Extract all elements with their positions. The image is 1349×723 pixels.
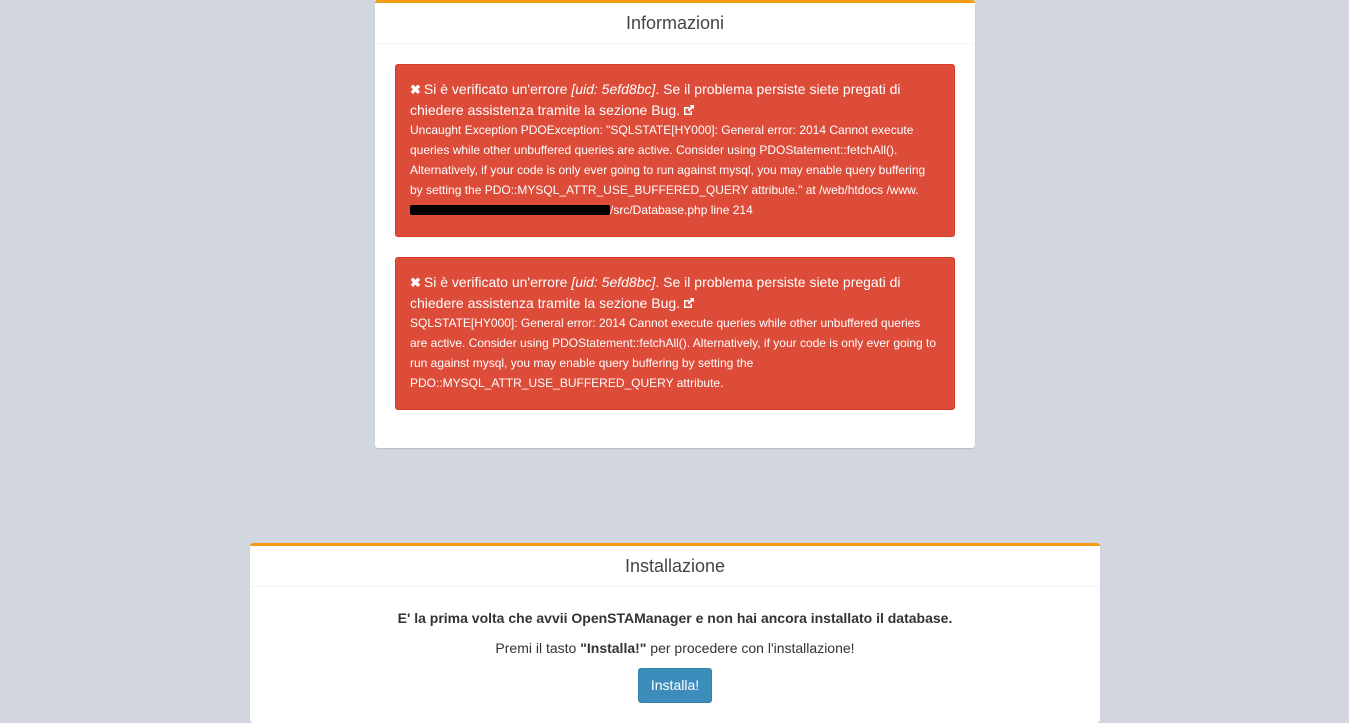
error-suffix: . Se il problema persiste siete pregati di chiedere assistenza tramite la sezione Bug. [410,274,901,311]
error-alert [395,64,955,237]
error-prefix: Si è verificato un'errore [423,274,572,290]
install-lead-text: E' la prima volta che avvii OpenSTAManager e non hai ancora installato il database. [397,610,953,626]
error-suffix: . Se il problema persiste siete pregati di chiedere assistenza tramite la sezione Bug. [410,81,901,118]
error-alert-detail [410,120,940,220]
error-detail-text: Uncaught Exception PDOException: "SQLSTATE[HY000]: General error: 2014 Cannot execute queries while other unbuffered queries are active. Consider using PDOStatement::fetchAll(). Alternatively, if your code is only ever going to run against mysql, you may enable query buffering by setting the PDO::MYSQL_ATTR_USE_BUFFERED_QUERY attribute." at /web/htdocs /www. [410,123,926,197]
error-prefix: Si è verificato un'errore [423,81,572,97]
install-box-body [250,587,1100,703]
install-box-header [250,546,1100,587]
hint-bold: "Installa!" [580,640,647,656]
error-alert [395,257,955,410]
error-alert-message [410,272,940,313]
info-box [375,0,975,448]
install-box [250,543,1100,723]
times-icon: ✖ [410,275,421,290]
info-box-body [375,44,975,450]
install-button[interactable]: Installa! [638,668,712,703]
external-link-icon[interactable] [683,297,695,309]
hint-after: per procedere con l'installazione! [646,640,855,656]
times-icon: ✖ [410,82,421,97]
error-uid: [uid: 5efd8bc] [571,81,656,97]
error-alert-message [410,79,940,120]
hint-before: Premi il tasto [495,640,581,656]
install-box-title: Installazione [624,555,726,576]
error-alert-detail: SQLSTATE[HY000]: General error: 2014 Cannot execute queries while other unbuffered queries are active. Consider using PDOStatement::fetchAll(). Alternatively, if your code is only ever going to run against mysql, you may enable query buffering by setting the PDO::MYSQL_ATTR_USE_BUFFERED_QUERY attribute. [410,316,937,390]
install-hint-text [250,638,1100,658]
info-box-header [375,3,975,44]
error-uid: [uid: 5efd8bc] [571,274,656,290]
error-detail-tail: /src/Database.php line 214 [610,203,753,217]
info-box-title: Informazioni [625,12,725,33]
external-link-icon[interactable] [683,104,695,116]
redacted-path [410,205,610,215]
